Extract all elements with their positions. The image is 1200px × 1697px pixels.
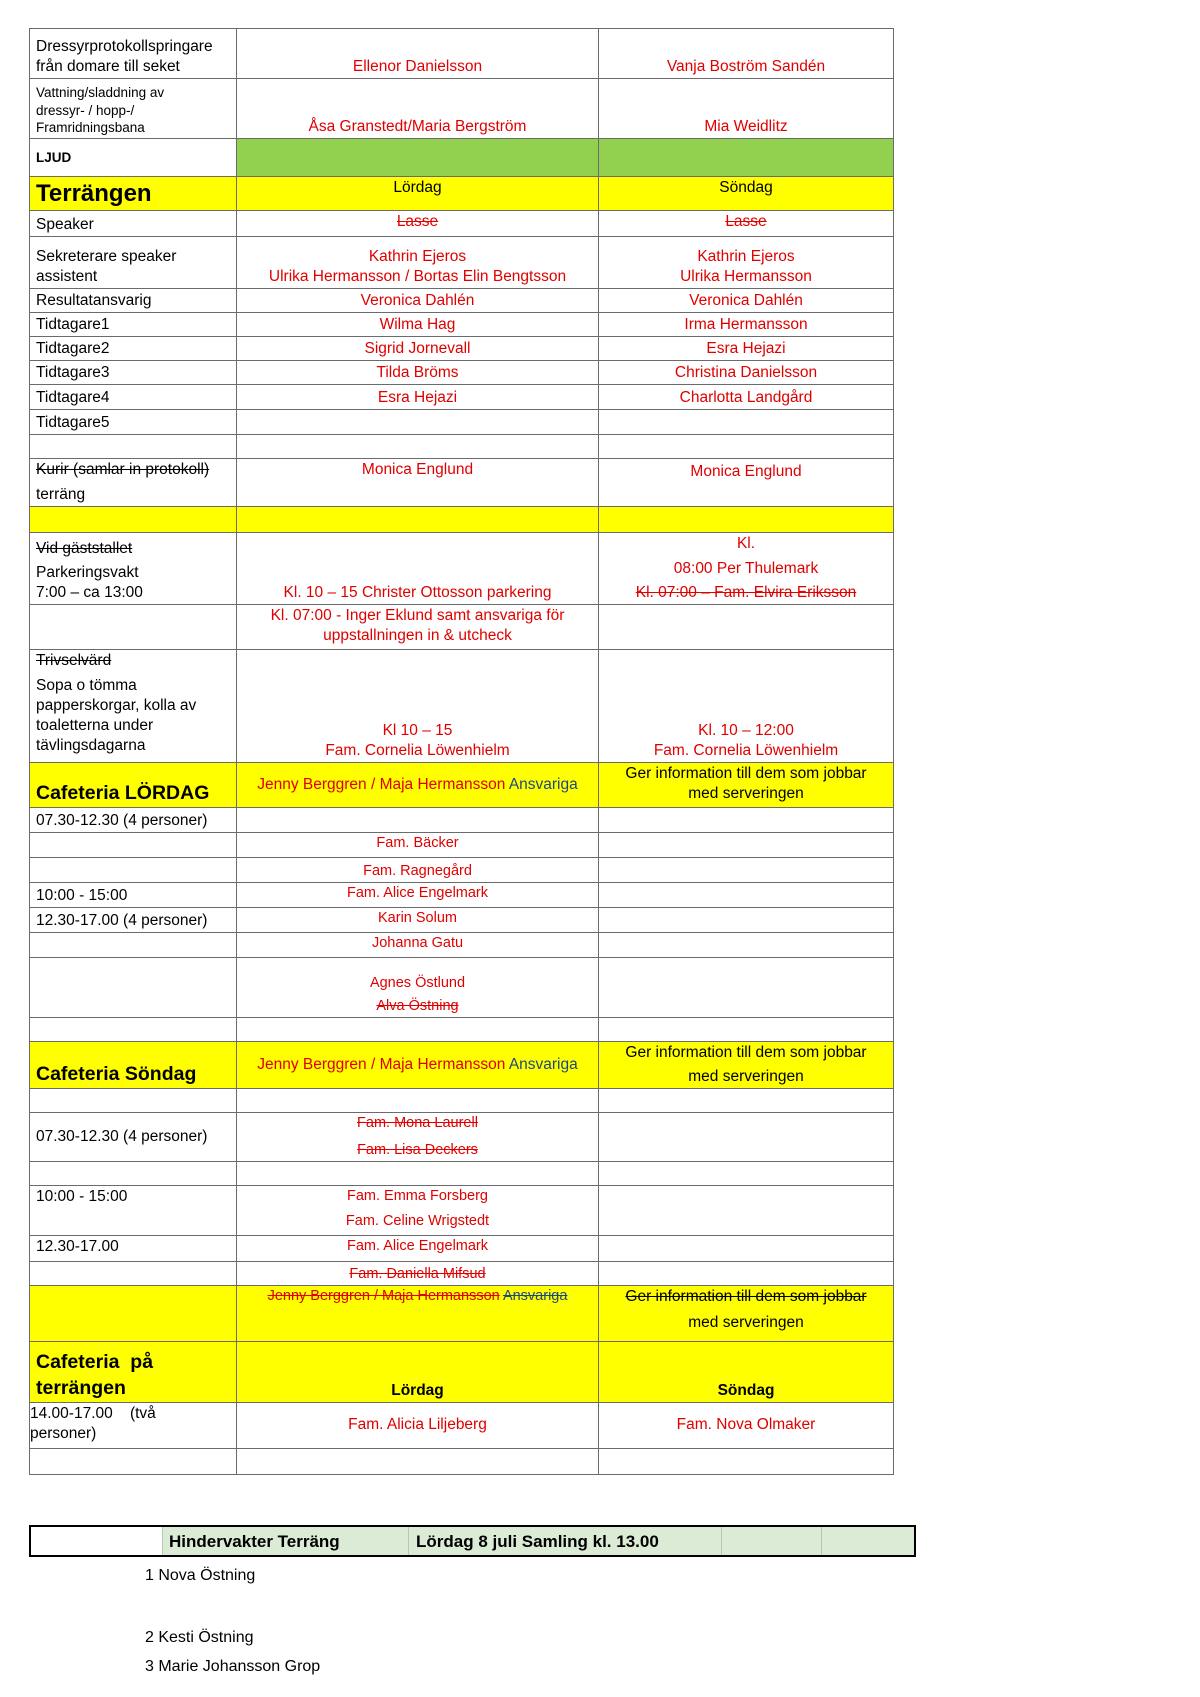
table-row [30, 410, 894, 435]
table-row [30, 1448, 894, 1474]
table-row [30, 533, 894, 604]
saturday-cell: Veronica Dahlén [237, 289, 599, 313]
table-row [30, 507, 894, 533]
table-row [30, 1235, 894, 1261]
role-label: Sekreterare speaker [36, 247, 177, 265]
sunday-cell [599, 1161, 894, 1185]
person-name: Ulrika Hermansson [680, 268, 812, 286]
day-header-sunday: Söndag [599, 1341, 894, 1402]
column-divider [821, 1527, 822, 1555]
sunday-cell: Christina Danielsson [599, 361, 894, 385]
saturday-cell: Fam. Ragnegård [237, 857, 599, 882]
sunday-cell [599, 507, 894, 533]
person-name: Fam. Mona Laurell [357, 1115, 478, 1132]
role-cell [30, 857, 237, 882]
saturday-cell [237, 1041, 599, 1088]
saturday-cell: Tilda Bröms [237, 361, 599, 385]
saturday-cell: Esra Hejazi [237, 385, 599, 410]
saturday-cell [237, 1285, 599, 1341]
sunday-cell [599, 604, 894, 649]
saturday-cell: Fam. Bäcker [237, 832, 599, 857]
saturday-cell: Fam. Alice Engelmark [237, 1235, 599, 1261]
sunday-cell: Irma Hermansson [599, 313, 894, 337]
table-row [30, 289, 894, 313]
role-cell [30, 1161, 237, 1185]
sunday-cell [599, 857, 894, 882]
person-name: Fam. Celine Wrigstedt [345, 1212, 490, 1229]
role-label: Resultatansvarig [30, 289, 237, 313]
time-slot-label: 14.00-17.00 (två [30, 1404, 156, 1422]
sunday-cell: Fam. Nova Olmaker [599, 1402, 894, 1448]
sunday-cell [599, 649, 894, 762]
role-cell [30, 1089, 237, 1113]
role-cell [30, 533, 237, 604]
sunday-cell [599, 932, 894, 957]
sunday-cell [599, 410, 894, 435]
saturday-cell: Monica Englund [237, 459, 599, 507]
table-row [30, 1185, 894, 1235]
role-label: dressyr- / hopp-/ [36, 102, 135, 118]
role-cell [30, 604, 237, 649]
saturday-cell: Ellenor Danielsson [237, 29, 599, 79]
hindervakter-date: Lördag 8 juli Samling kl. 13.00 [416, 1532, 659, 1551]
sunday-cell [599, 1235, 894, 1261]
info-text: Ger information till dem som jobbar [625, 1287, 867, 1305]
person-name: Fam. Lisa Deckers [357, 1142, 478, 1159]
time-range: Kl 10 – 15 [382, 721, 453, 739]
day-header-saturday: Lördag [237, 177, 599, 211]
person-name: Ulrika Hermansson / Bortas Elin Bengtsson [268, 268, 567, 286]
saturday-cell: Åsa Granstedt/Maria Bergström [237, 79, 599, 139]
sunday-cell [599, 1285, 894, 1341]
role-label: Speaker [30, 211, 237, 237]
table-row [30, 649, 894, 762]
role-label: Tidtagare2 [30, 337, 237, 361]
saturday-cell [237, 507, 599, 533]
saturday-cell [237, 1089, 599, 1113]
table-row [30, 459, 894, 507]
time-slot-label: personer) [30, 1425, 97, 1442]
responsible-names: Jenny Berggren / Maja Hermansson [257, 1055, 506, 1073]
list-item: 2 Kesti Östning [145, 1629, 254, 1646]
role-cell [30, 507, 237, 533]
role-label: papperskorgar, kolla av [36, 697, 197, 715]
section-label-ljud: LJUD [30, 139, 237, 177]
day-header-saturday: Lördag [237, 1341, 599, 1402]
saturday-cell [237, 1113, 599, 1162]
saturday-cell: Sigrid Jornevall [237, 337, 599, 361]
time-slot-label: 07.30-12.30 (4 personer) [30, 807, 237, 832]
role-cell [30, 459, 237, 507]
sunday-cell [599, 1448, 894, 1474]
role-cell [30, 1448, 237, 1474]
table-row [30, 1261, 894, 1285]
role-label: Dressyrprotokollspringare [36, 37, 213, 55]
sunday-cell [599, 762, 894, 807]
sunday-cell [599, 1089, 894, 1113]
list-item: 1 Nova Östning [145, 1567, 256, 1584]
role-label: Trivselvärd [36, 651, 112, 669]
sunday-cell: Mia Weidlitz [599, 79, 894, 139]
saturday-cell [237, 410, 599, 435]
role-label: Vid gäststallet [36, 540, 133, 558]
table-row [30, 1285, 894, 1341]
role-cell [30, 932, 237, 957]
info-text: Ger information till dem som jobbar [625, 1043, 867, 1061]
section-heading-cafeteria-sondag: Cafeteria Söndag [30, 1041, 237, 1088]
table-row [30, 1113, 894, 1162]
role-label: Tidtagare4 [30, 385, 237, 410]
sunday-cell: Esra Hejazi [599, 337, 894, 361]
role-label: terräng [36, 486, 86, 504]
table-row [30, 882, 894, 907]
time-slot-label: 10:00 - 15:00 [30, 882, 237, 907]
column-divider [721, 1527, 722, 1555]
sunday-cell [599, 1041, 894, 1088]
info-text: med serveringen [688, 1068, 804, 1086]
person-name: Fam. Cornelia Löwenhielm [325, 741, 510, 759]
person-name: Kl. [736, 535, 756, 553]
list-item: 3 Marie Johansson Grop [145, 1658, 321, 1675]
hindervakter-title: Hindervakter Terräng [169, 1532, 340, 1551]
role-cell [30, 832, 237, 857]
responsible-names: Jenny Berggren / Maja Hermansson [267, 1287, 500, 1304]
table-row [30, 177, 894, 211]
person-name: Fam. Cornelia Löwenhielm [653, 741, 839, 759]
role-label: 7:00 – ca 13:00 [36, 583, 143, 601]
role-label: Tidtagare1 [30, 313, 237, 337]
table-row [30, 435, 894, 459]
sunday-cell: Vanja Boström Sandén [599, 29, 894, 79]
table-row [30, 832, 894, 857]
person-name: 08:00 Per Thulemark [673, 559, 819, 577]
sunday-cell [599, 533, 894, 604]
role-label: tävlingsdagarna [36, 737, 146, 755]
role-label: Sopa o tömma [36, 677, 137, 695]
role-label: från domare till seket [36, 57, 180, 75]
saturday-cell: Johanna Gatu [237, 932, 599, 957]
saturday-cell [237, 604, 599, 649]
table-row [30, 361, 894, 385]
sunday-cell [599, 1113, 894, 1162]
responsible-tag: Ansvariga [502, 1287, 568, 1304]
sunday-cell: Veronica Dahlén [599, 289, 894, 313]
table-row [30, 139, 894, 177]
saturday-cell: Lasse [237, 211, 599, 237]
sunday-cell: Lasse [599, 211, 894, 237]
person-name: Alva Östning [376, 998, 459, 1015]
table-row [30, 1341, 894, 1402]
table-row [30, 29, 894, 79]
sunday-cell: Monica Englund [599, 459, 894, 507]
section-heading-line: terrängen [36, 1376, 126, 1399]
table-row [30, 211, 894, 237]
saturday-cell: Fam. Alicia Liljeberg [237, 1402, 599, 1448]
table-row [30, 1041, 894, 1088]
time-slot-label: 12.30-17.00 (4 personer) [30, 907, 237, 932]
sunday-cell [599, 237, 894, 289]
time-range: Kl. 10 – 12:00 [698, 721, 794, 739]
section-heading-cafeteria-lordag: Cafeteria LÖRDAG [30, 762, 237, 807]
person-name: Kathrin Ejeros [697, 247, 795, 265]
sunday-cell [599, 1185, 894, 1235]
saturday-cell: Wilma Hag [237, 313, 599, 337]
responsible-names: Jenny Berggren / Maja Hermansson [257, 775, 506, 793]
sunday-cell [599, 1017, 894, 1041]
info-text: Ger information till dem som jobbar [625, 764, 867, 782]
sunday-cell: Charlotta Landgård [599, 385, 894, 410]
table-row [30, 1089, 894, 1113]
saturday-cell [237, 1448, 599, 1474]
saturday-cell [237, 435, 599, 459]
saturday-cell: Fam. Daniella Mifsud [237, 1261, 599, 1285]
role-label: assistent [36, 268, 98, 286]
person-name: Agnes Östlund [369, 975, 466, 992]
time-slot-label: 12.30-17.00 [30, 1235, 237, 1261]
person-name: Kl. 07:00 – Fam. Elvira Eriksson [635, 583, 857, 601]
saturday-cell [237, 957, 599, 1017]
person-name: Kathrin Ejeros [368, 247, 467, 265]
staff-schedule-table [29, 28, 894, 1475]
saturday-cell: Karin Solum [237, 907, 599, 932]
person-name: Kl. 07:00 - Inger Eklund samt ansvariga för [270, 606, 565, 624]
table-row [30, 957, 894, 1017]
saturday-cell [237, 139, 599, 177]
role-cell [30, 237, 237, 289]
responsible-tag: Ansvariga [508, 775, 578, 793]
table-row [30, 932, 894, 957]
role-cell [30, 957, 237, 1017]
column-divider [162, 1527, 163, 1555]
table-row [30, 313, 894, 337]
role-label: Tidtagare5 [30, 410, 237, 435]
saturday-cell [237, 1161, 599, 1185]
saturday-cell [237, 762, 599, 807]
sunday-cell [599, 807, 894, 832]
sunday-cell [599, 832, 894, 857]
time-slot-cell [30, 1402, 237, 1448]
table-row [30, 1402, 894, 1448]
role-label: Vattning/sladdning av [36, 85, 165, 101]
table-row [30, 857, 894, 882]
sunday-cell [599, 139, 894, 177]
role-cell [30, 29, 237, 79]
role-cell [30, 1017, 237, 1041]
saturday-cell [237, 807, 599, 832]
saturday-cell [237, 649, 599, 762]
role-cell [30, 435, 237, 459]
responsible-tag: Ansvariga [508, 1055, 578, 1073]
saturday-cell: Kl. 10 – 15 Christer Ottosson parkering [237, 533, 599, 604]
table-row [30, 1161, 894, 1185]
role-label: Kurir (samlar in protokoll) [36, 461, 210, 479]
role-cell [30, 649, 237, 762]
section-heading-terrangen: Terrängen [30, 177, 237, 211]
role-label: Framridningsbana [36, 120, 145, 136]
role-label: Tidtagare3 [30, 361, 237, 385]
section-heading-cafeteria-terrangen [30, 1341, 237, 1402]
time-slot-label: 07.30-12.30 (4 personer) [30, 1113, 237, 1162]
role-label: toaletterna under [36, 717, 154, 735]
saturday-cell [237, 1185, 599, 1235]
info-text: med serveringen [688, 1314, 804, 1331]
saturday-cell: Fam. Alice Engelmark [237, 882, 599, 907]
table-row [30, 907, 894, 932]
sunday-cell [599, 435, 894, 459]
info-text: med serveringen [688, 785, 804, 803]
table-row [30, 807, 894, 832]
hindervakter-header-bar [29, 1525, 916, 1557]
role-cell [30, 1261, 237, 1285]
day-header-sunday: Söndag [599, 177, 894, 211]
column-divider [408, 1527, 409, 1555]
table-row [30, 385, 894, 410]
table-row [30, 79, 894, 139]
person-name: Fam. Emma Forsberg [347, 1187, 488, 1204]
role-label: Parkeringsvakt [36, 563, 139, 581]
table-row [30, 604, 894, 649]
role-cell [30, 79, 237, 139]
sunday-cell [599, 957, 894, 1017]
sunday-cell [599, 1261, 894, 1285]
person-name: uppstallningen in & utcheck [323, 627, 512, 645]
table-row [30, 337, 894, 361]
saturday-cell [237, 237, 599, 289]
time-slot-label: 10:00 - 15:00 [30, 1185, 237, 1235]
section-heading-line: Cafeteria på [36, 1351, 154, 1374]
table-row [30, 237, 894, 289]
sunday-cell [599, 907, 894, 932]
table-row [30, 762, 894, 807]
sunday-cell [599, 882, 894, 907]
table-row [30, 1017, 894, 1041]
saturday-cell [237, 1017, 599, 1041]
role-cell [30, 1285, 237, 1341]
